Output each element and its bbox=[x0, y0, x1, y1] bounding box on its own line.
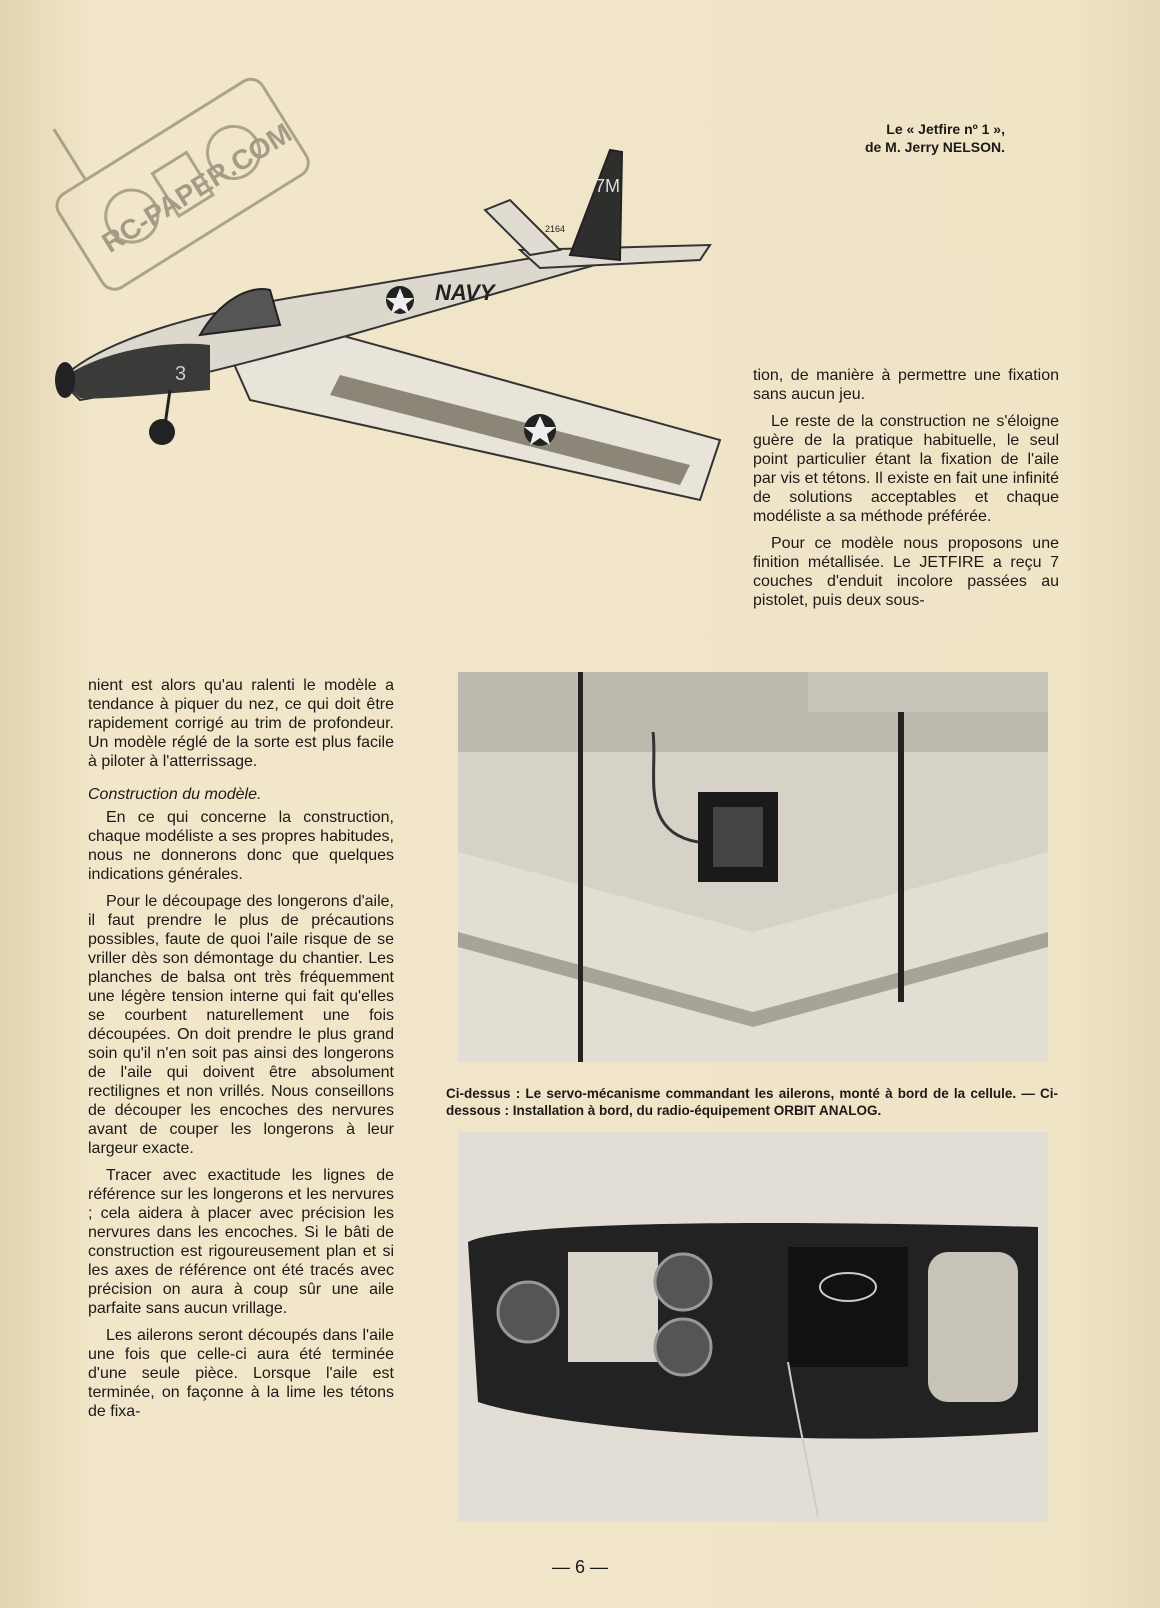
left-paragraph-5: Les ailerons seront découpés dans l'aile une fois que celle-ci aura été terminée d'une seule pièce. Lorsque l'aile est terminée, on façonne à la lime les tétons de fixa- bbox=[88, 1327, 394, 1420]
tail-marking: 7M bbox=[595, 176, 621, 196]
right-paragraph-1: tion, de manière à permettre une fixation sans aucun jeu. bbox=[753, 367, 1059, 403]
right-column bbox=[753, 366, 1059, 618]
section-heading: Construction du modèle. bbox=[88, 786, 262, 803]
watermark-text: RC-PAPER.COM bbox=[96, 117, 298, 259]
right-paragraph-3: Pour ce modèle nous proposons une finition métallisée. Le JETFIRE a reçu 7 couches d'enduit incolore passées au pistolet, puis deux sous- bbox=[753, 535, 1059, 609]
left-paragraph-3: Pour le découpage des longerons d'aile, il faut prendre le plus de précautions possibles, faute de quoi l'aile risque de se vriller dès son démontage du chantier. Les planches de balsa ont très fréquemment une légère tension interne qui fait qu'elles se courbent naturellement une fois découpées. On doit prendre le plus grand soin qu'il n'en soit pas ainsi des longerons de l'aile qui doivent être absolument rectilignes et non vrillés. Nous conseillons de découper les encoches des nervures avant de couper les longerons à leur largeur exacte. bbox=[88, 893, 394, 1157]
left-paragraph-1: nient est alors qu'au ralenti le modèle a tendance à piquer du nez, ce qui doit être rapidement corrigé au trim de profondeur. Un modèle réglé de la sorte est plus facile à piloter à l'atterrissage. bbox=[88, 677, 394, 770]
nose-number: 3 bbox=[175, 363, 187, 385]
photo-caption-middle: Ci-dessus : Le servo-mécanisme commandant les ailerons, monté à bord de la cellule. — Ci-dessous : Installation à bord, du radio-équipement ORBIT ANALOG. bbox=[446, 1086, 1058, 1118]
left-paragraph-2: En ce qui concerne la construction, chaque modéliste a ses propres habitudes, nous ne donnerons donc que quelques indications générales. bbox=[88, 809, 394, 883]
fuselage-marking: NAVY bbox=[435, 280, 495, 305]
servo-photo bbox=[458, 672, 1048, 1062]
radio-installation-photo bbox=[458, 1132, 1048, 1522]
tail-number: 2164 bbox=[545, 224, 566, 234]
left-column bbox=[88, 676, 394, 1429]
right-paragraph-2: Le reste de la construction ne s'éloigne guère de la pratique habituelle, le seul point particulier étant la fixation de l'aile par vis et tétons. Il existe en fait une infinité de solutions acceptables et chaque modéliste a sa méthode préférée. bbox=[753, 413, 1059, 525]
page-number: — 6 — bbox=[551, 1557, 608, 1577]
photo-caption-top: Le « Jetfire nº 1 », de M. Jerry NELSON. bbox=[864, 121, 1005, 155]
left-paragraph-4: Tracer avec exactitude les lignes de référence sur les longerons et les nervures ; cela aidera à placer avec précision les nervures dans les encoches. Si le bâti de construction est rigoureusement plan et si les axes de référence ont été tracés avec précision on aura à coup sûr une aile parfaite sans aucun vrillage. bbox=[88, 1167, 394, 1317]
airplane-photo bbox=[40, 140, 730, 520]
